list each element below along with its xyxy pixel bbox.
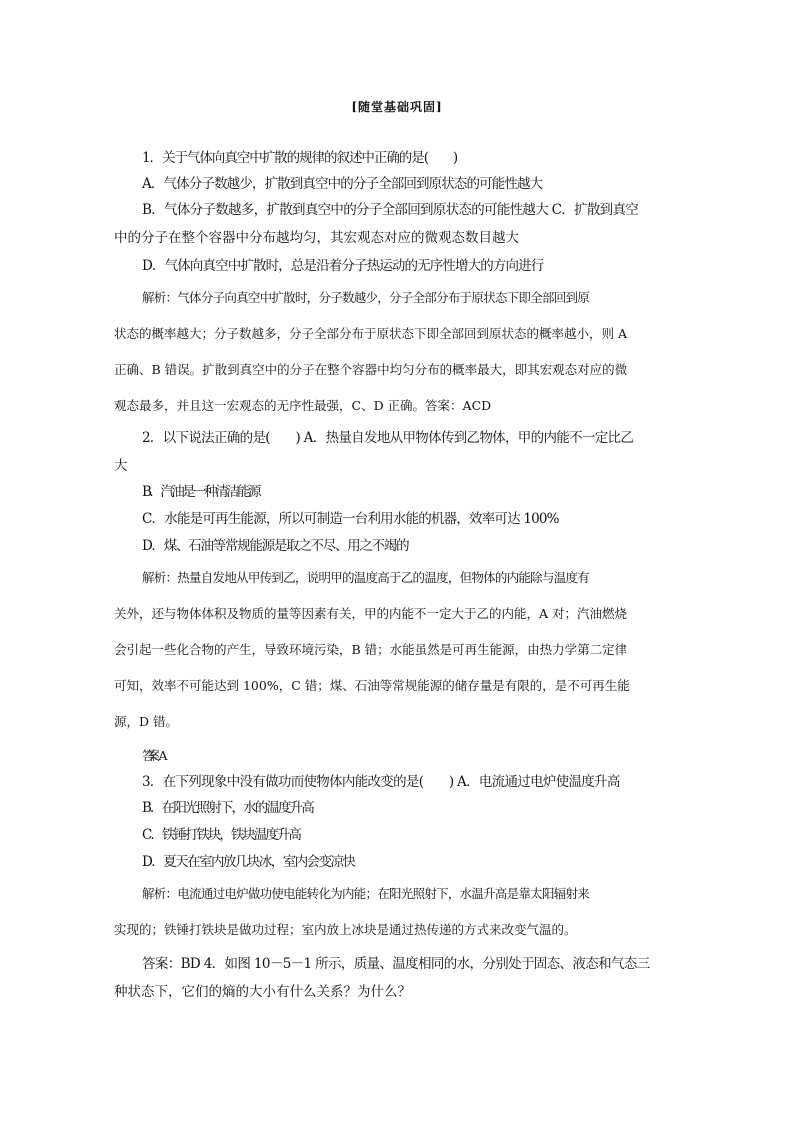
q1-stem: 1．关于气体向真空中扩散的规律的叙述中正确的是( ) — [142, 150, 458, 166]
q2-stem: 2．以下说法正确的是( ) A．热量自发地从甲物体传到乙物体，甲的内能不一定比乙 — [142, 430, 634, 446]
q3-option-c: C．铁锤打铁块，铁块温度升高 — [142, 827, 300, 843]
q1-solution-line: 观态最多，并且这一宏观态的无序性最强，C、D 正确。答案：ACD — [114, 398, 492, 413]
q3-stem: 3．在下列现象中没有做功而使物体内能改变的是( ) A．电流通过电炉使温度升高 — [142, 774, 620, 790]
q1-solution-line: 解析：气体分子向真空中扩散时，分子数越少，分子全部分布于原状态下即全部回到原 — [142, 290, 589, 305]
q3-option-d: D．夏天在室内放几块冰，室内会变凉快 — [142, 854, 355, 870]
q3-solution-line: 实现的；铁锤打铁块是做功过程；室内放上冰块是通过热传递的方式来改变气温的。 — [114, 922, 577, 937]
q1-option-b: B．气体分子数越多，扩散到真空中的分子全部回到原状态的可能性越大 C．扩散到真空 — [142, 202, 639, 218]
q2-solution-line: 源，D 错。 — [114, 714, 178, 729]
q2-solution-line: 会引起一些化合物的产生，导致环境污染，B 错；水能虽然是可再生能源，由热力学第二定律 — [114, 642, 628, 657]
section-header: [随堂基础巩固] — [351, 100, 443, 114]
q2-option-c: C．水能是可再生能源，所以可制造一台利用水能的机器，效率可达 100% — [142, 511, 559, 527]
q2-option-d: D．煤、石油等常规能源是取之不尽、用之不竭的 — [142, 538, 409, 554]
q2-answer: 答案：A — [142, 748, 161, 763]
q3-solution-line: 解析：电流通过电炉做功使电能转化为内能；在阳光照射下，水温升高是靠太阳辐射来 — [142, 886, 589, 901]
q4-stem-cont: 种状态下，它们的熵的大小有什么关系？为什么？ — [114, 984, 411, 1000]
q2-solution-line: 关外，还与物体体积及物质的量等因素有关，甲的内能不一定大于乙的内能，A 对；汽油燃烧 — [114, 606, 628, 621]
q1-solution-line: 正确、B 错误。扩散到真空中的分子在整个容器中均匀分布的概率最大，即其宏观态对应的微 — [114, 362, 628, 377]
q1-solution-line: 状态的概率越大；分子数越多，分子全部分布于原状态下即全部回到原状态的概率越小，则 A — [114, 326, 628, 341]
q2-option-b: B．汽油是一种清洁能源 — [142, 484, 259, 500]
q2-solution-line: 解析：热量自发地从甲传到乙，说明甲的温度高于乙的温度，但物体的内能除与温度有 — [142, 570, 589, 585]
q4-stem: 答案：BD 4．如图 10－5－1 所示，质量、温度相同的水，分别处于固态、液态和气态三 — [142, 956, 650, 972]
q1-option-b-cont: 中的分子在整个容器中分布越均匀，其宏观态对应的微观态数目越大 — [114, 230, 519, 246]
q1-option-d: D．气体向真空中扩散时，总是沿着分子热运动的无序性增大的方向进行 — [142, 258, 544, 274]
q1-option-a: A．气体分子数越少，扩散到真空中的分子全部回到原状态的可能性越大 — [142, 176, 543, 192]
q3-option-b: B．在阳光照射下，水的温度升高 — [142, 800, 313, 816]
q2-stem-cont: 大 — [114, 458, 128, 474]
q2-solution-line: 可知，效率不可能达到 100%，C 错；煤、石油等常规能源的储存量是有限的，是不可再生能 — [114, 678, 630, 693]
